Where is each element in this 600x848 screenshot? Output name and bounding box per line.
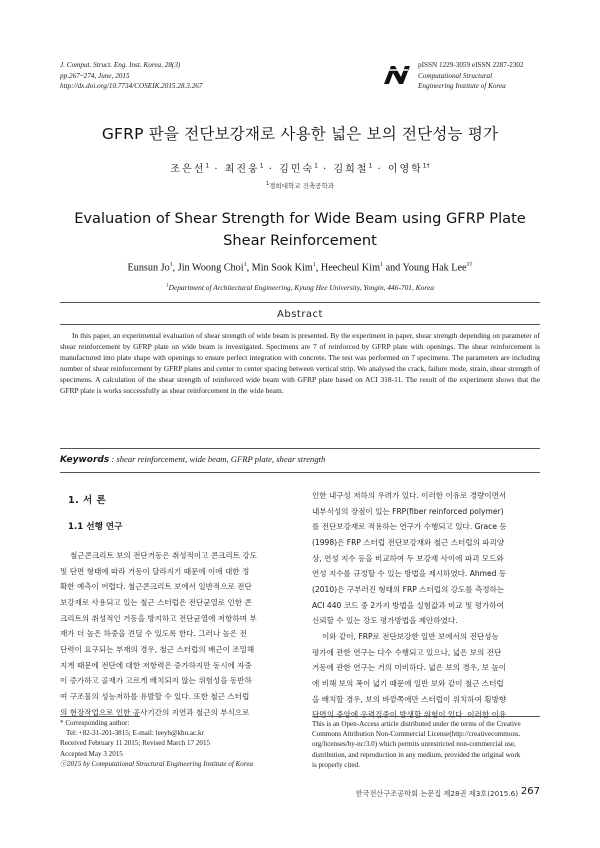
corresponding-author-label: * Corresponding author: xyxy=(60,719,130,727)
author-ko: 이영학 xyxy=(387,164,423,175)
affiliation-korean: $^1$경희대학교 건축공학과 xyxy=(265,181,335,191)
authors-english: Eunsun Jo$^1$, Jin Woong Choi$^1$, Min Sook Kim$^1$, Heecheul Kim$^1$ and Young Hak Lee$^{1\dagger}$ xyxy=(127,262,473,274)
doi-link[interactable]: http://dx.doi.org/10.7734/COSEIK.2015.28.3.267 xyxy=(60,82,203,90)
keywords: Keywords : shear reinforcement, wide beam, GFRP plate, shear strength xyxy=(60,454,326,465)
journal-citation xyxy=(60,60,202,92)
footnote-rule-left xyxy=(60,716,140,717)
paragraph: 인한 내구성 저하의 우려가 있다. 이러한 이유로 경량이면서 내부식성의 장점이 있는 FRP(fiber reinforced polymer) 를 전단보강재로 적용하는 연구가 수행되고 있다. Grace 등 (1998)은 FRP 스터럽 전단보강재와 철근 스터럽의 파괴양 상, 연성 지수 등을 비교하여 두 보강재 사이에 파괴 모드와 연성 지수를 규정할 수 있는 방법을 제시하였다. Ahmed 등 (2010)은 구부러진 형태의 FRP 스터럽의 강도를 측정하는 ACI 440 코드 중 2가지 방법을 실험값과 비교 및 평가하여 신뢰할 수 있는 강도 평가방법을 제안하였다. xyxy=(312,491,507,626)
accepted-date: Accepted May 3 2015 xyxy=(60,749,123,758)
received-date: Received February 11 2015; Revised March 17 2015 xyxy=(60,739,211,748)
author-en: Young Hak Lee xyxy=(402,262,467,274)
author-ko: 조은선 xyxy=(170,164,206,175)
issn: pISSN 1229-3059 eISSN 2287-2302 xyxy=(418,61,524,69)
footnote-rule-right xyxy=(312,716,540,717)
author-en: Jin Woong Choi xyxy=(177,262,244,274)
author-en: Min Sook Kim xyxy=(251,262,313,274)
journal-org-line1: Computational Structural xyxy=(418,71,493,80)
paragraph: 이와 같이, FRP로 전단보강한 일반 보에서의 전단성능 평가에 관한 연구는 다수 수행되고 있으나, 넓은 보의 전단 거동에 관한 연구는 거의 미비하다. 넓은 보의 경우, 보 높이 에 비해 보의 폭이 넓기 때문에 일반 보와 같이 철근 스터럽 을 배치할 경우, 보의 바깥쪽에만 스터럽이 위치하여 횡방향 단면의 중앙에 응력집중이 발생할 위험이 있다. 이러한 이유 xyxy=(312,631,507,720)
author-en: Heecheul Kim xyxy=(320,262,381,274)
subsection-heading: 1.1 선행 연구 xyxy=(68,522,123,532)
keywords-label: Keywords xyxy=(60,455,110,465)
contact-info: Tel: +82-31-201-3815; E-mail: leeyh@khu.ac.kr xyxy=(66,729,204,738)
keywords-bottom-rule xyxy=(60,472,540,473)
journal-org-line2: Engineering Institute of Korea xyxy=(418,82,506,90)
body-text xyxy=(312,488,542,723)
affiliation-english: $^1$Department of Architectural Engineering, Kyung Hee University, Yongin, 446-701, Korea xyxy=(166,283,434,292)
journal-issn-block xyxy=(418,60,524,92)
correspondence-footnote xyxy=(60,718,300,769)
author-ko: 최진웅 xyxy=(224,164,260,175)
abstract-heading-rule xyxy=(60,324,540,325)
author-ko: 김민숙 xyxy=(279,164,315,175)
license-footnote: This is an Open-Access article distributed under the terms of the Creative Commons Attribution Non-Commercial License(http://creativecommons. org/licenses/by-nc/3.0) which permits unrestricted non-commercial use, distribution, and reproduction in any medium, provided the original work is properly cited. xyxy=(312,719,540,770)
journal-footer: 한국전산구조공학회 논문집 제28권 제3호(2015.6) xyxy=(355,789,518,798)
abstract-top-rule xyxy=(60,302,540,303)
author-en: Eunsun Jo xyxy=(127,262,170,274)
section-heading: 1. 서 론 xyxy=(68,495,107,506)
paper-title-english: Evaluation of Shear Strength for Wide Beam using GFRP Plate Shear Reinforcement xyxy=(74,210,526,249)
abstract-text: In this paper, an experimental evaluation of shear strength of wide beam is presented. By the experiment in paper, shear strength depending on parameter of shear reinforcement by GFRP plate on wide beam is investigated. Specimens are 7 of reinforced by GFRP plate with openings. The shear reinforcement is manufactured into plate shape with openings to ensure perfect integration with concrete. The test was performed on 7 specimens. The parameters are including number of shear reinforcement by GFRP plates and center to center spacing between vertical strip. We analysed the crack, failure mode, strain, shear strength of specimens. A calculation of the shear strength of reinforced wide beam with GFRP plate based on ACI 318-11. The result of the experiment shows that the GFRP plate is works successfully as shear reinforcement in the wide beam. xyxy=(60,331,540,396)
body-left-column xyxy=(60,492,292,720)
author-ko: 김희철 xyxy=(333,164,369,175)
authors-korean: 조은선$^1$ · 최진웅$^1$ · 김민숙$^1$ · 김희철$^1$ · 이영학$^{1\dagger}$ xyxy=(170,162,430,175)
coseik-logo-icon xyxy=(382,64,412,86)
body-text xyxy=(60,548,292,720)
abstract-heading: Abstract xyxy=(277,309,323,320)
keywords-text: shear reinforcement, wide beam, GFRP plate, shear strength xyxy=(116,454,326,464)
page-number: 267 xyxy=(520,786,540,797)
body-right-column xyxy=(312,488,542,723)
copyright: ⓒ2015 by Computational Structural Engineering Institute of Korea xyxy=(60,759,254,768)
paper-title-korean: GFRP 판을 전단보강재로 사용한 넓은 보의 전단성능 평가 xyxy=(101,125,499,143)
journal-name: J. Comput. Struct. Eng. Inst. Korea, 28(3) xyxy=(60,61,181,69)
journal-pages: pp.267~274, June, 2015 xyxy=(60,71,130,80)
paragraph: 철근콘크리트 보의 전단거동은 취성적이고 콘크리트 강도 및 단면 형태에 따라 거동이 달라지기 때문에 이에 대한 정 확한 예측이 어렵다. 철근콘크리트 보에서 일반적으로 전단 보강재로 사용되고 있는 철근 스터럽은 전단균열로 인한 콘 크리트의 취성적인 거동을 방지하고 전단균열에 저항하며 부 재가 더 높은 하중을 견딜 수 있도록 한다. 그러나 높은 전 단력이 요구되는 부재의 경우, 철근 스터럽의 배근이 조밀해 지게 때문에 전단에 대한 저항력은 증가하지만 동시에 자중 이 증가하고 골재가 고르게 배치되지 않는 위험성을 동반하 여 구조물의 성능저하를 유발할 수 있다. 또한 철근 스터럽 의 현장작업으로 인한 공사기간의 지연과 철근의 부식으로 xyxy=(60,551,257,717)
license-link[interactable]: Commons Attribution Non-Commercial License(http://creativecommons. xyxy=(312,730,521,739)
abstract-bottom-rule xyxy=(60,448,540,449)
